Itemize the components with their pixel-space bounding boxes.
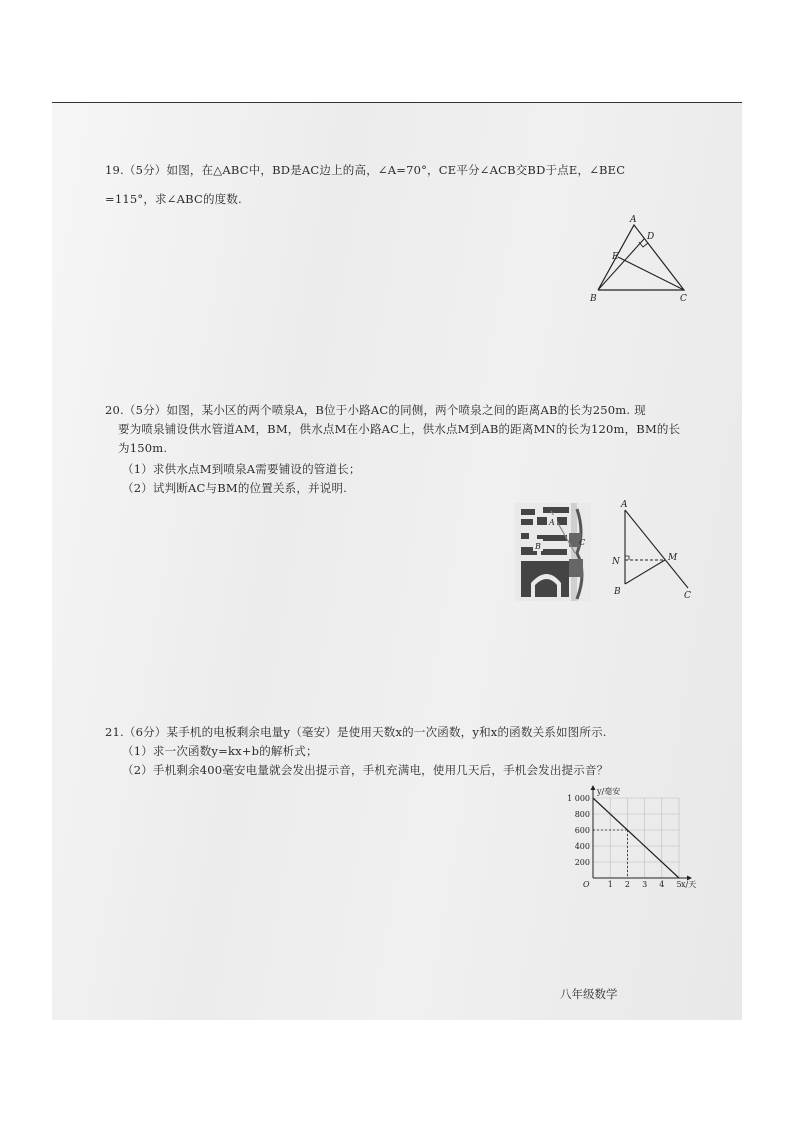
header-rule: [52, 102, 742, 103]
origin-label: O: [583, 880, 590, 889]
q20-label-A: A: [621, 500, 628, 510]
battery-chart: [558, 780, 698, 892]
y-axis-arrow: [591, 785, 596, 790]
fountain-photo: [515, 503, 591, 601]
photo-label-A: A: [549, 518, 555, 527]
q20-line1: 20.（5分）如图，某小区的两个喷泉A，B位于小路AC的同侧，两个喷泉之间的距离AB的长为250m. 现: [105, 403, 646, 417]
x-tick-label: 3: [642, 880, 648, 889]
q21-sub1: （1）求一次函数y=kx+b的解析式；: [122, 744, 318, 758]
x-tick-label: 5: [676, 880, 682, 889]
q20-label-N: N: [612, 557, 620, 567]
q20-geometry-figure: [604, 496, 700, 600]
q20-sub1: （1）求供水点M到喷泉A需要铺设的管道长；: [122, 462, 361, 476]
x-tick-label: 1: [607, 880, 613, 889]
q19-triangle-figure: [580, 212, 700, 307]
q20-label-M: M: [668, 553, 678, 563]
x-axis-label: x/天: [681, 880, 697, 889]
y-tick-label: 400: [574, 842, 590, 851]
q20-line3: 为150m.: [118, 441, 168, 455]
x-tick-label: 4: [659, 880, 665, 889]
q20-label-C: C: [684, 591, 691, 600]
q20-sub2: （2）试判断AC与BM的位置关系，并说明.: [122, 481, 348, 495]
q20-line2: 要为喷泉铺设供水管道AM，BM，供水点M在小路AC上，供水点M到AB的距离MN的长为120m，BM的长: [118, 422, 681, 436]
footer-grade: 八年级数学: [560, 987, 618, 1001]
q19-line1: 19.（5分）如图，在△ABC中，BD是AC边上的高，∠A=70°，CE平分∠ACB交BD于点E，∠BEC: [105, 163, 626, 177]
label-E: E: [612, 252, 619, 262]
photo-label-C: C: [579, 538, 586, 547]
q19-line2: =115°，求∠ABC的度数.: [105, 192, 242, 206]
y-tick-label: 800: [574, 810, 590, 819]
label-D: D: [647, 232, 655, 242]
series-line: [593, 798, 679, 878]
y-tick-label: 200: [574, 858, 590, 867]
q21-sub2: （2）手机剩余400毫安电量就会发出提示音，手机充满电，使用几天后，手机会发出提示音？: [122, 763, 609, 777]
q21-line1: 21.（6分）某手机的电板剩余电量y（毫安）是使用天数x的一次函数，y和x的函数关系如图所示.: [105, 725, 607, 739]
y-axis-label: y/毫安: [597, 787, 621, 796]
x-tick-label: 2: [624, 880, 630, 889]
label-B: B: [590, 294, 597, 304]
y-tick-label: 600: [574, 826, 590, 835]
y-tick-label: 1 000: [567, 794, 590, 803]
label-C: C: [680, 294, 687, 304]
label-A: A: [630, 215, 637, 225]
q20-label-B: B: [614, 587, 621, 597]
photo-label-B: B: [535, 542, 541, 551]
